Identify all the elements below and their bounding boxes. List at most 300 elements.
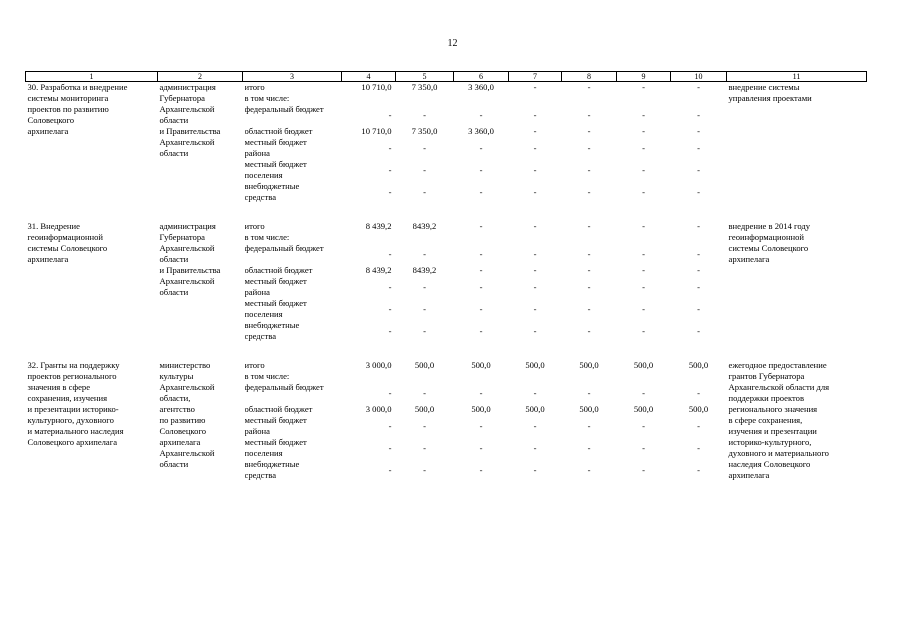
amount-cell [456,459,507,481]
funding-source-label: местный бюджет района [244,415,307,436]
expected-result-line: внедрение системы [728,82,800,92]
amount-cell [619,371,669,382]
amount-value: - [533,165,537,175]
amount-value: - [642,265,645,275]
amount-value: - [697,187,700,197]
amount-value: - [479,304,483,314]
amount-value: - [388,165,392,175]
measure-name-line: значения в сфере [27,382,91,392]
measure-name-line: системы мониторинга [27,93,109,103]
amount-cell [511,221,560,232]
measure-name [26,82,158,204]
amount-value: - [533,282,537,292]
amount-column-10 [671,82,727,204]
measure-name-line: 32. Гранты на поддержку [27,360,120,370]
expected-result-line: регионального значения [728,404,818,414]
amount-cell [456,137,507,159]
measure-name-line: Соловецкого архипелага [27,437,118,447]
funding-source-label: федеральный бюджет [244,104,324,114]
amount-cell [673,382,725,404]
amount-cell [344,276,392,298]
spacer-cell [26,203,867,221]
amount-cell [619,298,669,320]
amount-cell [456,371,507,382]
amount-column-7 [509,360,562,481]
amount-value: 10 710,0 [361,126,392,136]
amount-value: - [642,465,645,475]
amount-value: - [697,282,700,292]
amount-cell [511,82,560,93]
amount-value: - [533,421,537,431]
funding-source-label: местный бюджет поселения [244,159,307,180]
executor-line: архипелага [159,437,201,447]
amount-cell [673,276,725,298]
amount-value: - [533,265,537,275]
funding-source-label: федеральный бюджет [244,382,324,392]
measure-name-line: архипелага [27,126,69,136]
amount-cell [398,265,452,276]
amount-cell [398,82,452,93]
amount-column-10 [671,360,727,481]
amount-cell [564,104,615,126]
amount-cell [456,243,507,265]
amount-cell [564,276,615,298]
amount-column-8 [562,360,617,481]
amount-cell [398,137,452,159]
executor-line: Архангельской [159,448,215,458]
column-header-5: 5 [396,72,454,82]
amount-cell [673,243,725,265]
amount-value: - [533,388,537,398]
amount-cell [511,93,560,104]
amount-cell [456,360,507,371]
amount-cell [456,104,507,126]
amount-cell [398,93,452,104]
amount-value: - [533,249,537,259]
executor-line: Архангельской [159,276,215,286]
amount-value: 500,0 [688,404,709,414]
amount-value: - [388,249,392,259]
amount-value: 500,0 [525,404,545,414]
measure-name [26,360,158,481]
amount-value: - [642,421,645,431]
amount-cell [344,459,392,481]
amount-column-6 [454,221,509,342]
expected-result-line: ежегодное предоставление [728,360,827,370]
executor-line: области [159,287,189,297]
amount-cell [619,360,669,371]
column-header-6: 6 [454,72,509,82]
amount-value: - [587,82,591,92]
executor [158,360,243,481]
amount-value: - [533,304,537,314]
funding-source-label: итого [244,221,265,231]
amount-cell [344,382,392,404]
amount-value: - [533,326,537,336]
amount-value: - [388,143,392,153]
amount-value: - [697,388,700,398]
executor-line: Архангельской [159,137,215,147]
amount-cell [344,415,392,437]
amount-value: 7 350,0 [411,82,438,92]
amount-value: - [423,443,426,453]
executor-line: Архангельской [159,243,215,253]
funding-source-label: внебюджетные средства [244,459,300,480]
amount-cell [456,382,507,404]
amount-value: - [642,388,645,398]
amount-cell [398,415,452,437]
funding-source-label: в том числе: [244,232,290,242]
amount-value: - [587,265,591,275]
amount-value: - [697,265,700,275]
amount-cell [673,437,725,459]
amount-value: - [423,110,426,120]
amount-cell [398,221,452,232]
amount-value: - [697,443,700,453]
amount-value: - [697,304,700,314]
amount-column-9 [617,221,671,342]
amount-value: - [479,221,483,231]
amount-value: - [697,221,700,231]
amount-cell [673,265,725,276]
amount-value: 500,0 [525,360,545,370]
expected-result-line: внедрение в 2014 году [728,221,811,231]
measure-name-line: 31. Внедрение [27,221,80,231]
amount-column-4 [342,221,396,342]
amount-cell [564,243,615,265]
funding-source-label: областной бюджет [244,404,313,414]
amount-cell [564,126,615,137]
amount-cell [344,360,392,371]
amount-value: - [388,465,392,475]
executor-line: администрация [159,82,216,92]
executor-line: и Правительства [159,126,221,136]
amount-cell [564,159,615,181]
column-header-11: 11 [727,72,867,82]
amount-cell [673,404,725,415]
amount-cell [511,298,560,320]
amount-value: - [423,326,426,336]
amount-value: - [587,143,591,153]
executor-line: области [159,148,189,158]
amount-cell [398,159,452,181]
amount-value: 500,0 [471,404,491,414]
amount-cell [344,437,392,459]
amount-value: 3 360,0 [468,126,494,136]
amount-column-7 [509,221,562,342]
amount-value: - [533,187,537,197]
amount-cell [344,243,392,265]
amount-value: - [697,465,700,475]
measure-name-line: системы Соловецкого [27,243,108,253]
amount-cell [398,437,452,459]
amount-cell [619,382,669,404]
amount-cell [398,243,452,265]
amount-cell [619,181,669,203]
amount-column-9 [617,82,671,204]
program-table [25,71,867,481]
amount-value: - [642,110,645,120]
amount-column-8 [562,82,617,204]
amount-cell [619,404,669,415]
amount-cell [673,371,725,382]
amount-cell [619,459,669,481]
amount-cell [511,382,560,404]
amount-cell [398,371,452,382]
column-header-7: 7 [509,72,562,82]
amount-value: 8 439,2 [365,221,392,231]
amount-cell [511,104,560,126]
measure-name-line: проектов по развитию [27,104,109,114]
measure-name [26,221,158,342]
amount-value: - [642,221,645,231]
amount-column-7 [509,82,562,204]
amount-cell [456,93,507,104]
amount-cell [456,404,507,415]
amount-cell [344,371,392,382]
amount-value: 3 360,0 [468,82,494,92]
amount-value: - [533,110,537,120]
amount-cell [673,159,725,181]
amount-value: - [423,187,426,197]
funding-source-label: областной бюджет [244,265,313,275]
amount-cell [564,221,615,232]
amount-cell [511,459,560,481]
amount-value: - [587,187,591,197]
amount-cell [511,265,560,276]
amount-value: 10 710,0 [361,82,392,92]
amount-value: 500,0 [579,404,599,414]
amount-value: - [697,421,700,431]
header-row [26,72,867,82]
amount-cell [511,437,560,459]
funding-source-label: местный бюджет района [244,137,307,158]
expected-result-line: архипелага [728,470,770,480]
executor-line: области, [159,393,191,403]
measure-name-line: культурного, духовного [27,415,114,425]
amount-cell [673,181,725,203]
amount-cell [511,276,560,298]
executor-line: области [159,459,189,469]
amount-cell [344,265,392,276]
amount-value: - [533,82,537,92]
amount-value: - [533,143,537,153]
amount-value: - [642,249,645,259]
measure-name-line: сохранения, изучения [27,393,108,403]
amount-cell [619,104,669,126]
measure-name-line: архипелага [27,254,69,264]
amount-cell [511,360,560,371]
amount-cell [344,82,392,93]
expected-result [727,221,867,342]
expected-result-line: архипелага [728,254,770,264]
amount-value: - [479,282,483,292]
column-header-8: 8 [562,72,617,82]
measure-name-line: проектов регионального [27,371,117,381]
executor-line: области [159,254,189,264]
amount-cell [456,126,507,137]
executor-line: культуры [159,371,194,381]
amount-value: - [697,82,700,92]
amount-value: - [587,282,591,292]
amount-cell [344,93,392,104]
funding-source-label: внебюджетные средства [244,320,300,341]
amount-cell [673,93,725,104]
amount-column-5 [396,221,454,342]
funding-source-label: федеральный бюджет [244,243,324,253]
expected-result-line: духовного и материального [728,448,829,458]
expected-result-line: историко-культурного, [728,437,812,447]
amount-cell [511,404,560,415]
amount-value: - [533,126,537,136]
amount-cell [619,243,669,265]
amount-value: - [642,187,645,197]
executor-line: агентство [159,404,195,414]
funding-sources [243,221,342,342]
amount-cell [511,243,560,265]
amount-value: - [388,443,392,453]
amount-value: 500,0 [633,404,654,414]
amount-value: - [423,165,426,175]
amount-cell [344,137,392,159]
amount-value: 500,0 [688,360,709,370]
amount-value: - [423,421,426,431]
amount-cell [398,181,452,203]
amount-cell [398,276,452,298]
amount-column-8 [562,221,617,342]
amount-value: - [479,143,483,153]
expected-result-line: системы Соловецкого [728,243,809,253]
amount-column-6 [454,82,509,204]
table-row [26,360,867,481]
amount-value: - [388,187,392,197]
column-header-9: 9 [617,72,671,82]
amount-value: - [423,249,426,259]
amount-cell [456,82,507,93]
amount-cell [456,276,507,298]
expected-result-line: изучения и презентации [728,426,817,436]
expected-result-line: Архангельской области для [728,382,830,392]
amount-cell [673,232,725,243]
amount-value: - [642,165,645,175]
expected-result [727,82,867,204]
amount-cell [564,382,615,404]
amount-cell [344,126,392,137]
amount-value: - [533,465,537,475]
amount-cell [398,298,452,320]
amount-cell [344,221,392,232]
amount-value: - [479,165,483,175]
amount-cell [511,320,560,342]
amount-value: - [479,187,483,197]
amount-cell [456,437,507,459]
page-number: 12 [447,38,458,49]
funding-source-label: в том числе: [244,371,290,381]
amount-value: 500,0 [414,360,435,370]
amount-cell [564,320,615,342]
amount-cell [564,360,615,371]
amount-cell [564,232,615,243]
amount-column-9 [617,360,671,481]
amount-value: - [642,82,645,92]
amount-cell [619,437,669,459]
amount-cell [398,459,452,481]
amount-cell [564,437,615,459]
amount-cell [564,181,615,203]
funding-source-label: итого [244,360,265,370]
amount-cell [619,137,669,159]
executor-line: области [159,115,189,125]
amount-cell [673,221,725,232]
amount-value: - [587,165,591,175]
executor-line: администрация [159,221,216,231]
amount-cell [456,415,507,437]
amount-value: - [587,126,591,136]
amount-cell [619,126,669,137]
amount-column-4 [342,82,396,204]
amount-cell [564,415,615,437]
amount-value: 8 439,2 [365,265,392,275]
amount-value: - [479,443,483,453]
amount-cell [398,404,452,415]
expected-result-line: грантов Губернатора [728,371,805,381]
amount-cell [456,181,507,203]
table-body [26,82,867,482]
funding-source-label: итого [244,82,265,92]
amount-value: - [587,465,591,475]
expected-result-line: наследия Соловецкого [728,459,811,469]
amount-value: 500,0 [579,360,599,370]
amount-value: - [533,443,537,453]
amount-cell [673,298,725,320]
amount-cell [398,104,452,126]
amount-cell [673,320,725,342]
amount-cell [344,159,392,181]
amount-value: - [388,282,392,292]
amount-value: - [479,388,483,398]
measure-name-line: 30. Разработка и внедрение [27,82,128,92]
amount-value: - [587,249,591,259]
amount-cell [398,126,452,137]
amount-value: 500,0 [414,404,435,414]
amount-cell [511,415,560,437]
amount-value: - [479,249,483,259]
amount-cell [619,82,669,93]
amount-cell [398,320,452,342]
measure-name-line: геоинформационной [27,232,104,242]
amount-cell [456,298,507,320]
executor-line: Губернатора [159,232,205,242]
row-spacer [26,203,867,221]
funding-sources [243,82,342,204]
amount-value: 7 350,0 [411,126,438,136]
amount-cell [673,82,725,93]
amount-value: - [697,249,700,259]
amount-cell [619,415,669,437]
table-row [26,82,867,204]
amount-cell [456,232,507,243]
amount-cell [673,137,725,159]
amount-value: - [423,304,426,314]
funding-source-label: внебюджетные средства [244,181,300,202]
amount-value: - [423,465,426,475]
funding-source-label: местный бюджет района [244,276,307,297]
measure-name-line: Соловецкого [27,115,75,125]
amount-cell [456,320,507,342]
amount-cell [398,360,452,371]
amount-value: - [388,326,392,336]
amount-value: - [423,143,426,153]
